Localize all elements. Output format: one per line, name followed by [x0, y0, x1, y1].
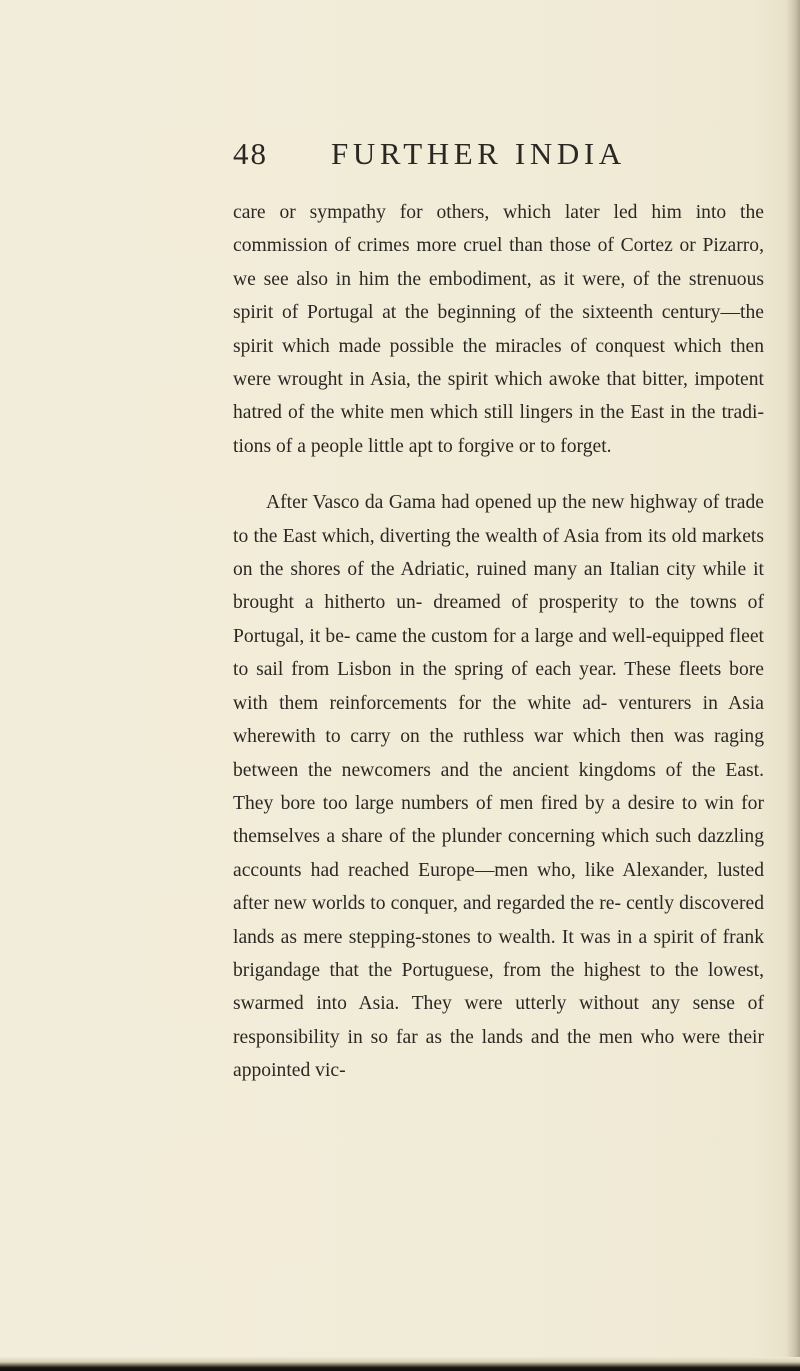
page-header — [233, 136, 659, 184]
paragraph-2: After Vasco da Gama had opened up the new highway of trade to the East which, diverting the wealth of Asia from its old markets on the shores of the Adriatic, ruined many an Italian city while it brought a hitherto un- dreamed of prosperity to the towns of Portugal, it be- came the custom for a large and well-equipped fleet to sail from Lisbon in the spring of each year. These fleets bore with them reinforcements for the white ad- venturers in Asia wherewith to carry on the ruthless war which then was raging between the newcomers and the ancient kingdoms of the East. They bore too large numbers of men fired by a desire to win for themselves a share of the plunder concerning which such dazzling accounts had reached Europe—men who, like Alexander, lusted after new worlds to conquer, and regarded the re- cently discovered lands as mere stepping-stones to wealth. It was in a spirit of frank brigandage that the Portuguese, from the highest to the lowest, swarmed into Asia. They were utterly without any sense of responsibility in so far as the lands and the men who were their appointed vic- — [233, 492, 764, 1082]
body-text — [233, 196, 764, 1088]
paragraph-1: care or sympathy for others, which later led him into the commission of crimes more cruel than those of Cortez or Pizarro, we see also in him the embodiment, as it were, of the strenuous spirit of Portugal at the beginning of the sixteenth century—the spirit which made possible the miracles of conquest which then were wrought in Asia, the spirit which awoke that bitter, impotent hatred of the white men which still lingers in the East in the tradi- tions of a people little apt to forgive or to forget. — [233, 202, 764, 457]
page-number: 48 — [233, 136, 268, 171]
page-bottom-edge — [0, 1357, 800, 1371]
page-edge-shadow — [786, 0, 800, 1371]
running-title: FURTHER INDIA — [331, 136, 626, 171]
